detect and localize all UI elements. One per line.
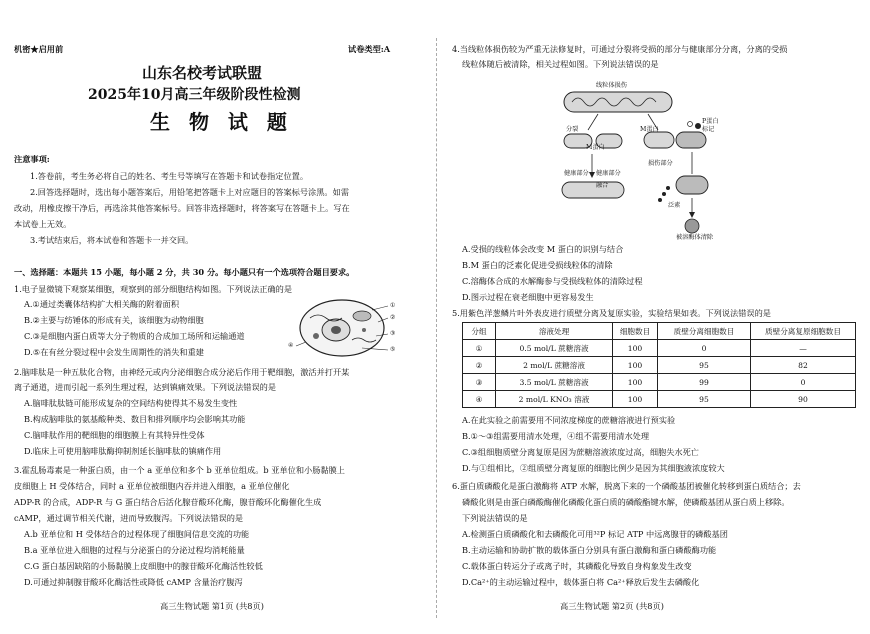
page-footer: 高三生物试题 第2页 (共8页) [560,601,664,611]
q1-label-2: ② [390,314,396,321]
table-cell: 2 mol/L KNO₃ 溶液 [496,391,613,408]
diagram-label-healthy-2: 健康部分 [596,170,621,177]
notice-line: 3.考试结束后，将本试卷和答题卡一并交回。 [30,235,194,245]
table-cell: 100 [613,340,658,357]
q4-option-c: C.溶酶体合成的水解酶参与受损线粒体的清除过程 [462,276,643,286]
cell-structure-figure [292,296,402,360]
q3-stem-line: 皮细胞上 H 受体结合，同时 a 亚单位被细胞内吞并进入细胞，a 亚单位催化 [14,481,290,491]
diagram-label-m-protein: M蛋白 [640,126,659,133]
q6-stem-line: 磷酸化则是由蛋白磷酸酶催化磷酸化蛋白质的磷酸酯键水解，使磷酸基团从蛋白质上移除。 [462,497,790,507]
table-cell: 95 [658,357,751,374]
q2-option-d: D.临床上可使用脑啡肽酶抑制剂延长脑啡肽的镇痛作用 [24,446,222,456]
q1-label-4: ④ [288,342,294,349]
q4-stem-line: 线粒体随后被清除，相关过程如图。下列说法错误的是 [462,59,659,69]
org-title: 山东名校考试联盟 [142,64,263,82]
q2-option-c: C.脑啡肽作用的靶细胞的细胞膜上有其特异性受体 [24,430,205,440]
table-cell: 99 [658,374,751,391]
table-row [463,357,856,374]
q3-stem-line: ADP-R 的合成，ADP-R 与 G 蛋白结合后活化腺苷酸环化酶，腺苷酸环化酶催化生成 [14,497,322,507]
table-cell: ④ [463,391,496,408]
q3-option-b: B.a 亚单位进入细胞的过程与分泌蛋白的分泌过程均消耗能量 [24,545,245,555]
table-cell: 0.5 mol/L 蔗糖溶液 [496,340,613,357]
table-cell: 95 [658,391,751,408]
q5-option-b: B.①～③组需要用清水处理，④组不需要用清水处理 [462,431,650,441]
table-header-cell: 细胞数目 [613,323,658,340]
q5-option-d: D.与①组相比，②组质壁分离复原的细胞比例少是因为其细胞液浓度较大 [462,463,725,473]
diagram-label-marker: 标记 [702,126,715,133]
table-row [463,374,856,391]
q2-stem-line: 离子通道，进而引起一系列生理过程，达到镇痛效果。下列说法错误的是 [14,382,277,392]
table-header-cell: 分组 [463,323,496,340]
q1-option-b: B.②主要与纺锤体的形成有关，该细胞为动物细胞 [24,315,204,325]
q1-label-5: ⑤ [390,346,396,353]
diagram-label-healthy-1: 健康部分 [564,170,589,177]
table-header-cell: 质壁分离复原细胞数目 [751,323,856,340]
diagram-label-ubiquitin: 泛素 [668,202,681,209]
q6-option-c: C.载体蛋白转运分子或离子时，其磷酸化导致自身构象发生改变 [462,561,692,571]
table-header-row [463,323,856,340]
diagram-label-damaged: 线粒体损伤 [596,82,627,89]
q3-option-c: C.G 蛋白基因缺陷的小肠黏膜上皮细胞中的腺苷酸环化酶活性较低 [24,561,263,571]
q3-stem-line: cAMP，通过调节相关代谢，进而导致腹泻。下列说法错误的是 [14,513,244,523]
table-cell: 82 [751,357,856,374]
paper-type-label: 试卷类型:A [348,44,391,54]
q1-option-d: D.⑤在有丝分裂过程中会发生周期性的消失和重建 [24,347,204,357]
notice-line: 改动，用橡皮擦干净后，再选涂其他答案标号。回答非选择题时，将答案写在答题卡上。写在 [14,203,350,213]
q2-option-a: A.脑啡肽肽链可能形成复杂的空间结构使得其不易发生变性 [24,398,238,408]
q1-option-a: A.①通过类囊体结构扩大相关酶的附着面积 [24,299,180,309]
table-cell: 100 [613,357,658,374]
q6-option-b: B.主动运输和协助扩散的载体蛋白分别具有蛋白激酶和蛋白磷酸酶功能 [462,545,717,555]
notice-line: 2.回答选择题时，选出每小题答案后，用铅笔把答题卡上对应题目的答案标号涂黑。如需 [30,187,349,197]
q3-option-a: A.b 亚单位和 H 受体结合的过程体现了细胞间信息交流的功能 [24,529,250,539]
notice-line: 1.答卷前，考生务必将自己的姓名、考生号等填写在答题卡和试卷指定位置。 [30,171,309,181]
table-row [463,391,856,408]
table-cell: ③ [463,374,496,391]
q2-option-b: B.构成脑啡肽的氨基酸种类、数目和排列顺序均会影响其功能 [24,414,246,424]
q4-option-a: A.受损的线粒体会改变 M 蛋白的识别与结合 [462,244,624,254]
q6-stem-line: 下列说法错误的是 [462,513,528,523]
table-cell: 2 mol/L 蔗糖溶液 [496,357,613,374]
table-cell: 100 [613,374,658,391]
table-cell: ① [463,340,496,357]
section-heading: 一、选择题：本题共 15 小题，每小题 2 分，共 30 分。每小题只有一个选项符合题目要求。 [14,267,355,277]
q5-results-table [462,322,856,408]
mitochondria-diagram [558,78,728,238]
q1-stem: 1.电子显微镜下观察某细胞，观察到的部分细胞结构如图。下列说法正确的是 [14,284,293,294]
table-header-cell: 溶液处理 [496,323,613,340]
q6-stem-line: 6.蛋白质磷酸化是蛋白激酶将 ATP 水解，脱离下来的一个磷酸基团被催化转移到蛋白质结合；去 [452,481,801,491]
q1-label-1: ① [390,302,396,309]
table-cell: — [751,340,856,357]
q1-label-3: ③ [390,330,396,337]
q6-option-a: A.检测蛋白质磷酸化和去磷酸化可用³²P 标记 ATP 中远离腺苷的磷酸基团 [462,529,728,539]
right-column [440,0,870,634]
q5-option-c: C.③组细胞质壁分离复原是因为蔗糖溶液浓度过高，细胞失水死亡 [462,447,699,457]
table-cell: 3.5 mol/L 蔗糖溶液 [496,374,613,391]
q4-stem-line: 4.当线粒体损伤较为严重无法修复时，可通过分裂将受损的部分与健康部分分离，分离的受损 [452,44,788,54]
table-cell: ② [463,357,496,374]
q2-stem-line: 2.脑啡肽是一种五肽化合物，由神经元或内分泌细胞合成分泌后作用于靶细胞，激活并打开某 [14,367,350,377]
q3-option-d: D.可通过抑制腺苷酸环化酶活性或降低 cAMP 含量治疗腹泻 [24,577,243,587]
diagram-label-m-protein-2: M蛋白 [586,144,605,151]
q1-option-c: C.③是细胞内蛋白质等大分子物质的合成加工场所和运输通道 [24,331,245,341]
table-cell: 100 [613,391,658,408]
diagram-label-cleared: 被溶酶体清除 [676,234,714,241]
diagram-label-fusion: 融合 [596,182,609,189]
q5-option-a: A.在此实验之前需要用不同浓度梯度的蔗糖溶液进行预实验 [462,415,676,425]
table-cell: 0 [658,340,751,357]
q4-option-d: D.图示过程在衰老细胞中更容易发生 [462,292,594,302]
secret-label: 机密★启用前 [14,44,64,54]
q6-option-d: D.Ca²⁺的主动运输过程中，载体蛋白将 Ca²⁺释放后发生去磷酸化 [462,577,700,587]
table-cell: 0 [751,374,856,391]
table-header-cell: 质壁分离细胞数目 [658,323,751,340]
exam-title: 2025年10月高三年级阶段性检测 [88,87,301,103]
notice-line: 本试卷上无效。 [14,219,72,229]
subject-title: 生 物 试 题 [150,110,293,134]
table-row [463,340,856,357]
diagram-label-p-protein: P蛋白 [702,118,719,125]
q4-option-b: B.M 蛋白的泛素化促进受损线粒体的清除 [462,260,613,270]
q5-stem: 5.用紫色洋葱鳞片叶外表皮进行质壁分离及复原实验，实验结果如表。下列说法错误的是 [452,308,771,318]
column-divider [436,38,437,618]
notice-heading: 注意事项: [14,154,50,164]
q3-stem-line: 3.霍乱肠毒素是一种蛋白质，由一个 a 亚单位和多个 b 亚单位组成。b 亚单位和小肠黏膜上 [14,465,345,475]
diagram-label-damaged-part: 损伤部分 [648,160,673,167]
diagram-label-split: 分裂 [566,126,579,133]
table-cell: 90 [751,391,856,408]
left-column [0,0,432,634]
page-footer: 高三生物试题 第1页 (共8页) [160,601,264,611]
